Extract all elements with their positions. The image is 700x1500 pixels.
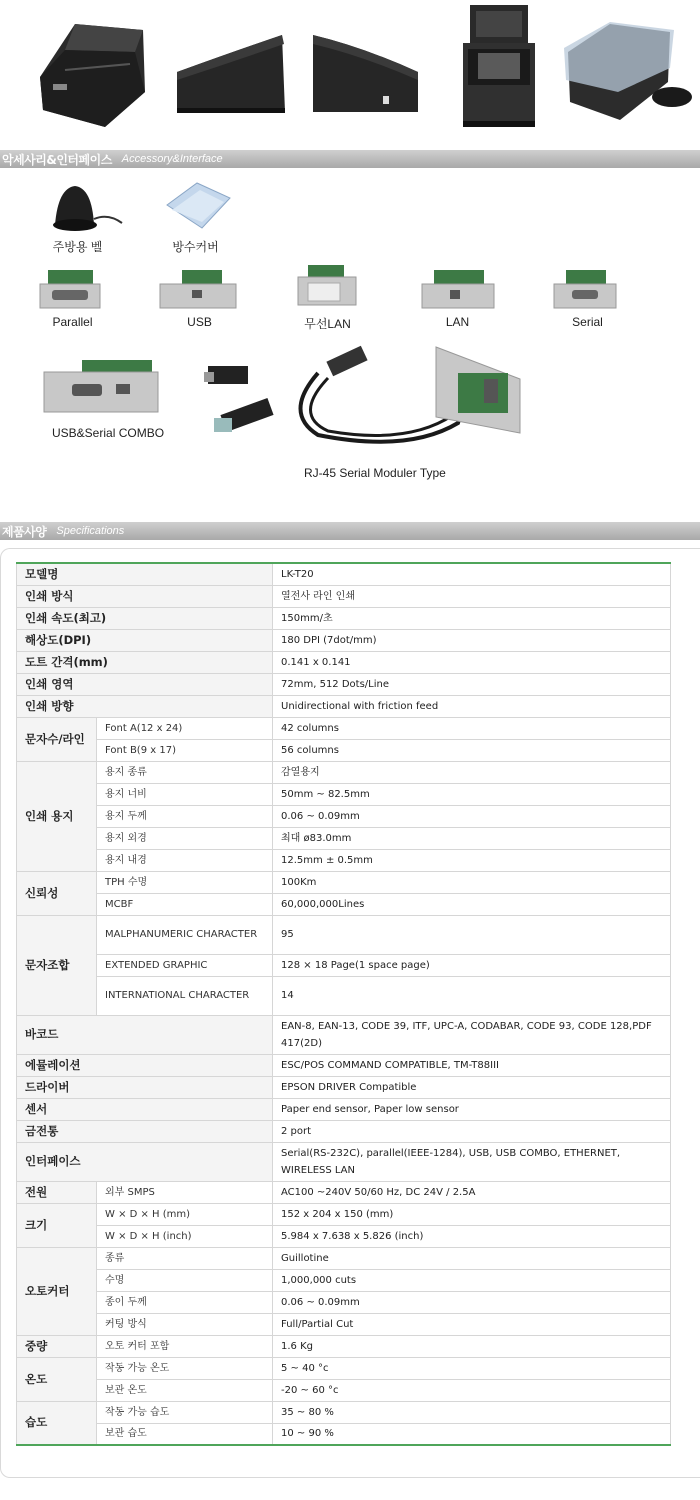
table-row bbox=[17, 1181, 671, 1203]
table-row bbox=[17, 739, 671, 761]
table-row bbox=[17, 717, 671, 739]
printer-side-view-right bbox=[308, 32, 423, 117]
spec-value: 35 ~ 80 % bbox=[273, 1401, 671, 1423]
spec-value: Serial(RS-232C), parallel(IEEE-1284), USB, USB COMBO, ETHERNET, WIRELESS LAN bbox=[273, 1142, 671, 1181]
table-row bbox=[17, 1247, 671, 1269]
usb-board-image bbox=[158, 268, 238, 310]
spec-label: 문자조합 bbox=[17, 915, 97, 1015]
spec-label: 온도 bbox=[17, 1357, 97, 1401]
section-bar-specifications bbox=[0, 522, 700, 540]
spec-value: 60,000,000Lines bbox=[273, 893, 671, 915]
spec-value: Paper end sensor, Paper low sensor bbox=[273, 1098, 671, 1120]
table-row bbox=[17, 954, 671, 976]
table-row bbox=[17, 761, 671, 783]
spec-value: 0.141 x 0.141 bbox=[273, 651, 671, 673]
lan-board-image bbox=[420, 268, 496, 310]
spec-value: Guillotine bbox=[273, 1247, 671, 1269]
spec-sublabel: 외부 SMPS bbox=[97, 1181, 273, 1203]
table-row bbox=[17, 563, 671, 585]
spec-value: 152 x 204 x 150 (mm) bbox=[273, 1203, 671, 1225]
table-row bbox=[17, 1357, 671, 1379]
spec-sublabel: INTERNATIONAL CHARACTER bbox=[97, 976, 273, 1015]
section-title-en: Specifications bbox=[56, 525, 125, 537]
table-row bbox=[17, 1335, 671, 1357]
table-row bbox=[17, 1379, 671, 1401]
parallel-board-image bbox=[38, 268, 103, 310]
spec-value: Full/Partial Cut bbox=[273, 1313, 671, 1335]
spec-value: Unidirectional with friction feed bbox=[273, 695, 671, 717]
spec-sublabel: 용지 외경 bbox=[97, 827, 273, 849]
water-cover-image bbox=[162, 180, 234, 235]
spec-sublabel: 보관 온도 bbox=[97, 1379, 273, 1401]
spec-label: 도트 간격(mm) bbox=[17, 651, 273, 673]
spec-label: 해상도(DPI) bbox=[17, 629, 273, 651]
table-row bbox=[17, 585, 671, 607]
water-cover-label: 방수커버 bbox=[172, 240, 219, 254]
spec-label: 금전통 bbox=[17, 1120, 273, 1142]
spec-label: 센서 bbox=[17, 1098, 273, 1120]
spec-value: 최대 ø83.0mm bbox=[273, 827, 671, 849]
spec-value: 180 DPI (7dot/mm) bbox=[273, 629, 671, 651]
spec-label: 인쇄 속도(최고) bbox=[17, 607, 273, 629]
spec-label: 인쇄 방향 bbox=[17, 695, 273, 717]
table-row bbox=[17, 805, 671, 827]
section-title-en: Accessory&Interface bbox=[121, 153, 223, 165]
section-bar-accessory bbox=[0, 150, 700, 168]
spec-value: 0.06 ~ 0.09mm bbox=[273, 1291, 671, 1313]
table-row bbox=[17, 893, 671, 915]
spec-value: AC100 ~240V 50/60 Hz, DC 24V / 2.5A bbox=[273, 1181, 671, 1203]
spec-value: 10 ~ 90 % bbox=[273, 1423, 671, 1445]
spec-label: 습도 bbox=[17, 1401, 97, 1445]
usb-serial-combo-label: USB&Serial COMBO bbox=[52, 426, 165, 440]
spec-label: 드라이버 bbox=[17, 1076, 273, 1098]
spec-sublabel: W × D × H (inch) bbox=[97, 1225, 273, 1247]
spec-label: 크기 bbox=[17, 1203, 97, 1247]
spec-value: EPSON DRIVER Compatible bbox=[273, 1076, 671, 1098]
wireless-lan-board-image bbox=[296, 263, 358, 308]
usb-label: USB bbox=[187, 315, 212, 329]
spec-label: 인쇄 방식 bbox=[17, 585, 273, 607]
spec-sublabel: 작동 가능 습도 bbox=[97, 1401, 273, 1423]
spec-label: 인쇄 영역 bbox=[17, 673, 273, 695]
spec-value: 56 columns bbox=[273, 739, 671, 761]
serial-label: Serial bbox=[572, 315, 603, 329]
spec-sublabel: 종류 bbox=[97, 1247, 273, 1269]
serial-board-image bbox=[552, 268, 618, 310]
table-row bbox=[17, 673, 671, 695]
product-photos bbox=[0, 0, 700, 148]
table-row bbox=[17, 1098, 671, 1120]
spec-value: ESC/POS COMMAND COMPATIBLE, TM-T88III bbox=[273, 1054, 671, 1076]
spec-value: 72mm, 512 Dots/Line bbox=[273, 673, 671, 695]
spec-value: 128 × 18 Page(1 space page) bbox=[273, 954, 671, 976]
kitchen-bell-image bbox=[50, 183, 125, 233]
section-title-ko: 악세사리&인터페이스 bbox=[2, 152, 112, 167]
spec-value: EAN-8, EAN-13, CODE 39, ITF, UPC-A, CODABAR, CODE 93, CODE 128,PDF 417(2D) bbox=[273, 1015, 671, 1054]
spec-value: 50mm ~ 82.5mm bbox=[273, 783, 671, 805]
table-row bbox=[17, 1076, 671, 1098]
spec-sublabel: Font B(9 x 17) bbox=[97, 739, 273, 761]
spec-label: 문자수/라인 bbox=[17, 717, 97, 761]
spec-table bbox=[16, 562, 671, 1446]
spec-sublabel: MCBF bbox=[97, 893, 273, 915]
table-row bbox=[17, 849, 671, 871]
spec-sublabel: MALPHANUMERIC CHARACTER bbox=[97, 915, 273, 954]
spec-sublabel: 용지 두께 bbox=[97, 805, 273, 827]
spec-value: 12.5mm ± 0.5mm bbox=[273, 849, 671, 871]
spec-sublabel: 커팅 방식 bbox=[97, 1313, 273, 1335]
spec-sublabel: EXTENDED GRAPHIC bbox=[97, 954, 273, 976]
table-row bbox=[17, 827, 671, 849]
spec-value: 0.06 ~ 0.09mm bbox=[273, 805, 671, 827]
table-row bbox=[17, 1291, 671, 1313]
table-row bbox=[17, 1015, 671, 1054]
table-row bbox=[17, 1120, 671, 1142]
spec-value: 150mm/초 bbox=[273, 607, 671, 629]
spec-sublabel: 종이 두께 bbox=[97, 1291, 273, 1313]
spec-label: 오토커터 bbox=[17, 1247, 97, 1335]
table-row bbox=[17, 1401, 671, 1423]
lan-label: LAN bbox=[445, 315, 470, 329]
rj45-adapter-image bbox=[200, 360, 280, 440]
spec-label: 인터페이스 bbox=[17, 1142, 273, 1181]
usb-serial-combo-board-image bbox=[42, 358, 160, 420]
spec-value: 감열용지 bbox=[273, 761, 671, 783]
spec-sublabel: 수명 bbox=[97, 1269, 273, 1291]
table-row bbox=[17, 695, 671, 717]
table-row bbox=[17, 871, 671, 893]
spec-sublabel: 용지 내경 bbox=[97, 849, 273, 871]
table-row bbox=[17, 1225, 671, 1247]
table-row bbox=[17, 915, 671, 954]
spec-label: 바코드 bbox=[17, 1015, 273, 1054]
spec-value: 2 port bbox=[273, 1120, 671, 1142]
table-row bbox=[17, 1269, 671, 1291]
printer-with-water-cover-view bbox=[560, 22, 695, 127]
table-row bbox=[17, 607, 671, 629]
printer-open-cover-view bbox=[458, 5, 538, 130]
spec-value: -20 ~ 60 °c bbox=[273, 1379, 671, 1401]
spec-value: 14 bbox=[273, 976, 671, 1015]
table-row bbox=[17, 976, 671, 1015]
kitchen-bell-label: 주방용 벨 bbox=[52, 240, 103, 254]
printer-side-view-left bbox=[172, 32, 292, 117]
spec-label: 전원 bbox=[17, 1181, 97, 1203]
spec-value: LK-T20 bbox=[273, 563, 671, 585]
table-row bbox=[17, 1423, 671, 1445]
table-row bbox=[17, 783, 671, 805]
spec-value: 5 ~ 40 °c bbox=[273, 1357, 671, 1379]
table-row bbox=[17, 1142, 671, 1181]
spec-value: 5.984 x 7.638 x 5.826 (inch) bbox=[273, 1225, 671, 1247]
spec-label: 인쇄 용지 bbox=[17, 761, 97, 871]
table-row bbox=[17, 1203, 671, 1225]
parallel-label: Parallel bbox=[52, 315, 93, 329]
rj45-serial-module-label: RJ-45 Serial Moduler Type bbox=[304, 466, 446, 480]
spec-sublabel: W × D × H (mm) bbox=[97, 1203, 273, 1225]
spec-sublabel: 작동 가능 온도 bbox=[97, 1357, 273, 1379]
spec-sublabel: TPH 수명 bbox=[97, 871, 273, 893]
spec-sublabel: 용지 종류 bbox=[97, 761, 273, 783]
spec-value: 열전사 라인 인쇄 bbox=[273, 585, 671, 607]
spec-label: 중량 bbox=[17, 1335, 97, 1357]
printer-front-view bbox=[35, 22, 150, 130]
spec-value: 1,000,000 cuts bbox=[273, 1269, 671, 1291]
spec-sublabel: 용지 너비 bbox=[97, 783, 273, 805]
spec-sublabel: Font A(12 x 24) bbox=[97, 717, 273, 739]
spec-value: 100Km bbox=[273, 871, 671, 893]
spec-label: 모델명 bbox=[17, 563, 273, 585]
spec-sublabel: 오토 커터 포함 bbox=[97, 1335, 273, 1357]
table-row bbox=[17, 629, 671, 651]
rj45-serial-module-image bbox=[288, 343, 528, 458]
spec-value: 1.6 Kg bbox=[273, 1335, 671, 1357]
section-title-ko: 제품사양 bbox=[2, 524, 47, 539]
table-row bbox=[17, 1313, 671, 1335]
spec-label: 신뢰성 bbox=[17, 871, 97, 915]
spec-value: 42 columns bbox=[273, 717, 671, 739]
table-row bbox=[17, 651, 671, 673]
wireless-lan-label: 무선LAN bbox=[304, 317, 351, 331]
table-row bbox=[17, 1054, 671, 1076]
spec-label: 에뮬레이션 bbox=[17, 1054, 273, 1076]
spec-sublabel: 보관 습도 bbox=[97, 1423, 273, 1445]
spec-value: 95 bbox=[273, 915, 671, 954]
